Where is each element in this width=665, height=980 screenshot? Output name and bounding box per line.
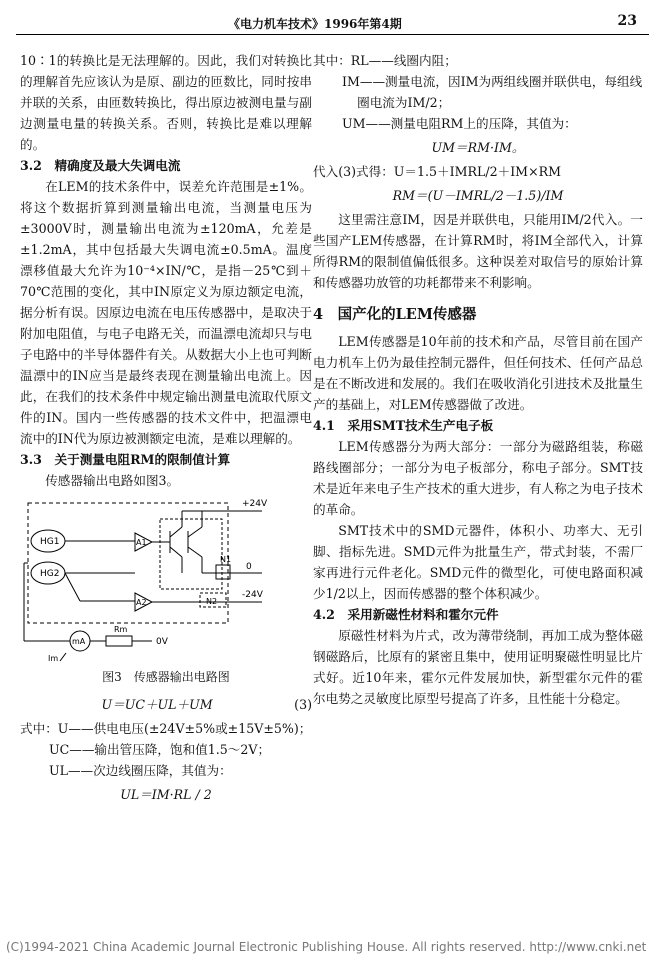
sensor-boundary [28, 503, 228, 623]
definition-RL: 其中：RL——线圈内阻； [313, 53, 457, 68]
equation-number: (3) [294, 697, 312, 712]
section-heading-3-3: 3.3 关于测量电阻RM的限制值计算 [20, 452, 231, 467]
equation-UL: UL＝IM·RL / 2 [120, 787, 212, 802]
paragraph: 这里需注意IM，因是并联供电，只能用IM/2代入。一些国产LEM传感器，在计算RM时，将IM全部代入，计算所得RM的限制值偏低很多。这种误差对取信号的原始计算和传感器功放管的功耗都带来不利影响。 [313, 212, 643, 290]
definition-IM: IM——测量电流，因IM为两组线圈并联供电，每组线圈电流为IM/2； [341, 74, 643, 110]
left-column [20, 50, 312, 808]
section-heading-4: 4 国产化的LEM传感器 [313, 306, 477, 323]
equation-3-body: U＝UC＋UL＋UM [101, 697, 213, 712]
resistor-rm [106, 636, 132, 646]
n1-label: N1 [220, 555, 232, 564]
hg1-label: HG1 [40, 537, 60, 547]
figure-3-circuit [20, 493, 312, 665]
definition-UL: UL——次边线圈压降，其值为： [48, 763, 232, 778]
zero-volt-label: 0V [156, 637, 168, 647]
paragraph: 传感器输出电路如图3。 [45, 473, 180, 488]
ma-label: mA [72, 637, 86, 646]
paragraph: 原磁性材料为片式，改为薄带绕制，再加工成为整体磁钢磁路后，比原有的紧密且集中，使用证明聚磁性明显比片式好。近10年来，霍尔元件发展加快，新型霍尔元件的霍尔电势之灵敏度比原型号提高了许多，且性能十分稳定。 [313, 628, 643, 706]
paragraph: SMT技术中的SMD元器件，体积小、功率大、无引脚、指标先进。SMD元件为批量生产，带式封装，不需厂家再进行元件老化。SMD元件的微型化，可使电路面积减少1/2以上，因而传感器的整个体积减少。 [313, 523, 643, 601]
copyright-footer: (C)1994-2021 China Academic Journal Electronic Publishing House. All rights reserved. http://www.cnki.net [6, 940, 647, 954]
definition-UC: UC——输出管压降，饱和值1.5～2V； [48, 742, 271, 757]
definition-UM: UM——测量电阻RM上的压降，其值为： [341, 116, 577, 131]
paragraph: LEM传感器是10年前的技术和产品，尽管目前在国产电力机车上仍为最佳控制元器件，但任何技术、任何产品总是在不断改进和发展的。我们在吸收消化引进技术及批量生产的基础上，对LEM传感器做了改进。 [313, 334, 643, 412]
output-stage [160, 519, 222, 589]
a2-label: A2 [136, 598, 147, 607]
equation-UM: UM＝RM·IM。 [431, 140, 525, 155]
minus-24v-label: -24V [242, 590, 263, 600]
figure-caption: 图3 传感器输出电路图 [102, 670, 230, 684]
paragraph: 10∶1的转换比是无法理解的。因此，我们对转换比的理解首先应该认为是原、副边的匝数比，同时按串并联的关系，由匝数转换比，得出原边被测电量与副边测量电量的转换关系。否则，转换比是难以理解的。 [20, 53, 312, 152]
header-rule [16, 34, 649, 35]
right-column [313, 50, 643, 709]
section-heading-3-2: 3.2 精确度及最大失调电流 [20, 158, 181, 173]
zero-label: 0 [246, 562, 252, 572]
a1-label: A1 [136, 538, 147, 547]
plus-24v-label: +24V [242, 499, 268, 509]
hg2-label: HG2 [40, 569, 60, 579]
im-label: Im [48, 654, 59, 663]
page-number: 23 [617, 13, 637, 29]
substitution-line: 代入(3)式得：U＝1.5＋IMRL/2＋IM×RM [313, 164, 562, 179]
section-heading-4-2: 4.2 采用新磁性材料和霍尔元件 [313, 607, 499, 622]
section-heading-4-1: 4.1 采用SMT技术生产电子板 [313, 418, 494, 433]
paragraph: LEM传感器分为两大部分：一部分为磁路组装，称磁路线圈部分；一部分为电子板部分，称电子部分。SMT技术是近年来电子生产技术的重大进步，有人称之为电子技术的革命。 [313, 439, 643, 517]
n2-label: N2 [206, 597, 218, 606]
equation-3 [20, 694, 312, 715]
definition-U: 式中：U——供电电压(±24V±5%或±15V±5%)； [20, 721, 312, 736]
rm-label: Rm [114, 625, 128, 634]
paragraph: 在LEM的技术条件中，误差允许范围是±1%。将这个数据折算到测量输出电流，当测量电压为±3000V时，测量输出电流为±120mA，允差是±1.2mA，其中包括最大失调电流±0.5mA。温度漂移值最大允许为10⁻⁴×IN/℃，是指－25℃到＋70℃范围的变化，其中IN原定义为原边额定电流，据分析有误。因原边电流在电压传感器中，是取决于附加电阻值，与电子电路无关，而温漂电流却只与电子电路中的半导体器件有关。从数据大小上也可判断温漂中的IN应当是最终表现在测量输出电流上。因此，在我们的技术条件中规定输出测量电流取代原文件的IN。国内一些传感器的技术文件中，把温漂电流中的IN代为原边被测额定电流，是难以理解的。 [20, 179, 312, 446]
equation-RM: RM＝(U－IMRL/2－1.5)/IM [392, 188, 564, 203]
journal-title: 《电力机车技术》1996年第4期 [228, 17, 402, 31]
